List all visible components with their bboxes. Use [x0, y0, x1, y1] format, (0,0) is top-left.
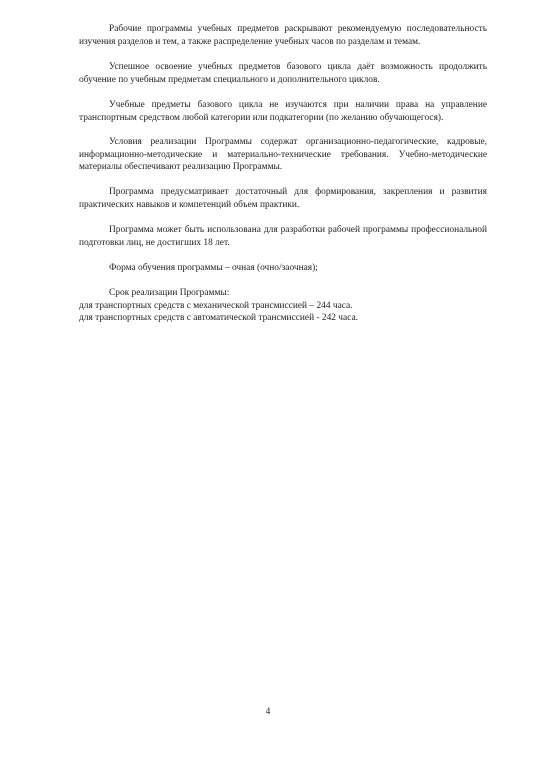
- paragraph-text: Условия реализации Программы содержат организационно-педагогические, кадровые, информационно-методические и материально-технические требования. Учебно-методические материалы обеспечивают реализацию Программы.: [79, 137, 487, 172]
- paragraph-base-cycle-success: [79, 61, 487, 86]
- paragraph-base-cycle-exemption: [79, 99, 487, 124]
- term-heading: [79, 287, 487, 300]
- paragraph-study-form: [79, 262, 487, 275]
- term-line-text: для транспортных средств с автоматической трансмиссией - 242 часа.: [79, 313, 358, 323]
- term-block: [79, 287, 487, 325]
- term-line-text: для транспортных средств с механической трансмиссией – 244 часа.: [79, 300, 353, 311]
- term-automatic-transmission: [79, 312, 487, 325]
- paragraph-text: Программа может быть использована для разработки рабочей программы профессиональной подготовки лиц, не достигших 18 лет.: [79, 225, 487, 248]
- paragraph-text: Рабочие программы учебных предметов раскрывают рекомендуемую последовательность изучения разделов и тем, а также распределение учебных часов по разделам и темам.: [79, 24, 487, 47]
- paragraph-text: Учебные предметы базового цикла не изучаются при наличии права на управление транспортным средством любой категории или подкатегории (по желанию обучающегося).: [79, 100, 487, 123]
- paragraph-text: Программа предусматривает достаточный для формирования, закрепления и развития практических навыков и компетенций объем практики.: [79, 187, 487, 210]
- paragraph-practice-volume: [79, 186, 487, 211]
- paragraph-minors-training: [79, 224, 487, 249]
- paragraph-work-programs: [79, 23, 487, 48]
- term-heading-text: Срок реализации Программы:: [109, 288, 230, 298]
- paragraph-text: Форма обучения программы – очная (очно/заочная);: [109, 263, 318, 273]
- paragraph-text: Успешное освоение учебных предметов базового цикла даёт возможность продолжить обучение по учебным предметам специального и дополнительного циклов.: [79, 62, 487, 85]
- paragraph-implementation-conditions: [79, 136, 487, 174]
- term-manual-transmission: [79, 300, 487, 313]
- page-number: 4: [265, 707, 271, 717]
